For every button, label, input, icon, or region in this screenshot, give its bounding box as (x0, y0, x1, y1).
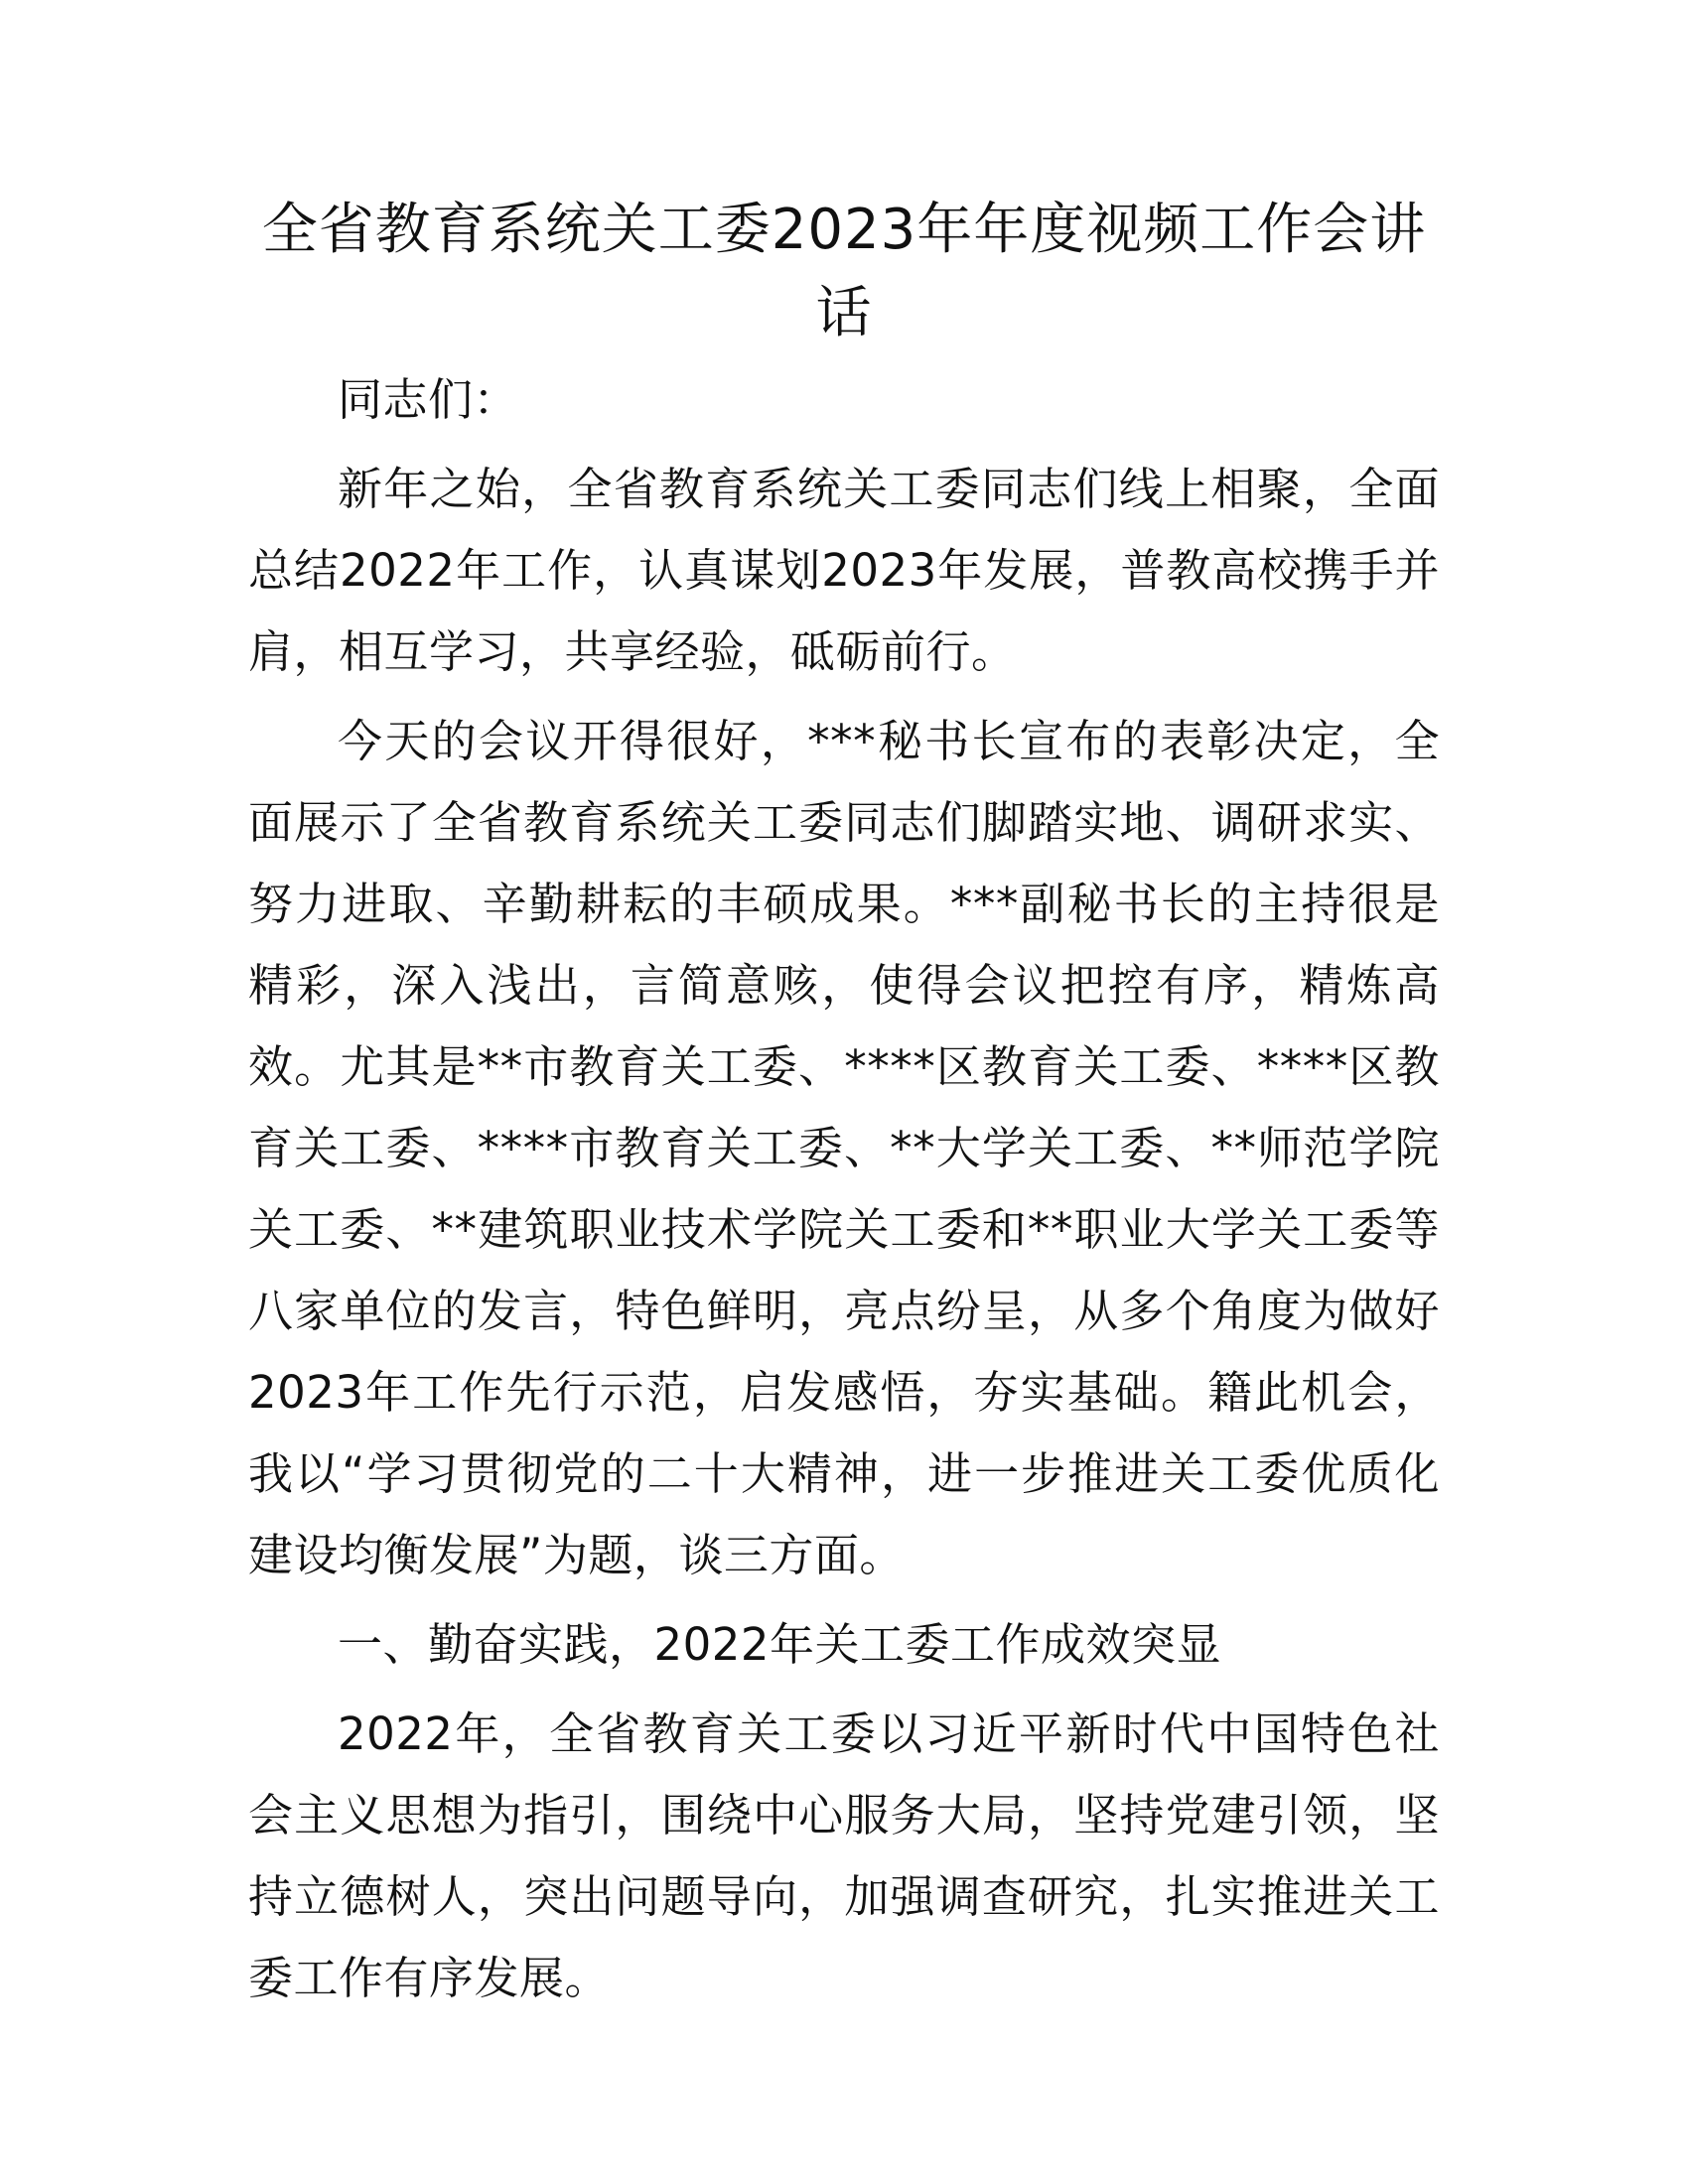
paragraph-opening: 新年之始，全省教育系统关工委同志们线上相聚，全面总结2022年工作，认真谋划2023年发展，普教高校携手并肩，相互学习，共享经验，砥砺前行。 (248, 463, 1440, 678)
paragraph-2022-summary: 2022年，全省教育关工委以习近平新时代中国特色社会主义思想为指引，围绕中心服务大局，坚持党建引领，坚持立德树人，突出问题导向，加强调查研究，扎实推进关工委工作有序发展。 (248, 1707, 1440, 2004)
salutation: 同志们： (338, 373, 519, 426)
paragraph-meeting-review: 今天的会议开得很好，***秘书长宣布的表彰决定，全面展示了全省教育系统关工委同志们脚踏实地、调研求实、努力进取、辛勤耕耘的丰硕成果。***副秘书长的主持很是精彩，深入浅出，言简意赅，使得会议把控有序，精炼高效。尤其是**市教育关工委、****区教育关工委、****区教育关工委、****市教育关工委、**大学关工委、**师范学院关工委、**建筑职业技术学院关工委和**职业大学关工委等八家单位的发言，特色鲜明，亮点纷呈，从多个角度为做好2023年工作先行示范，启发感悟，夯实基础。籍此机会，我以“学习贯彻党的二十大精神，进一步推进关工委优质化建设均衡发展”为题，谈三方面。 (248, 715, 1440, 1581)
section-heading-1: 一、勤奋实践，2022年关工委工作成效突显 (338, 1618, 1222, 1671)
document-page (248, 189, 1440, 2019)
document-title: 全省教育系统关工委2023年年度视频工作会讲话 (261, 198, 1427, 345)
